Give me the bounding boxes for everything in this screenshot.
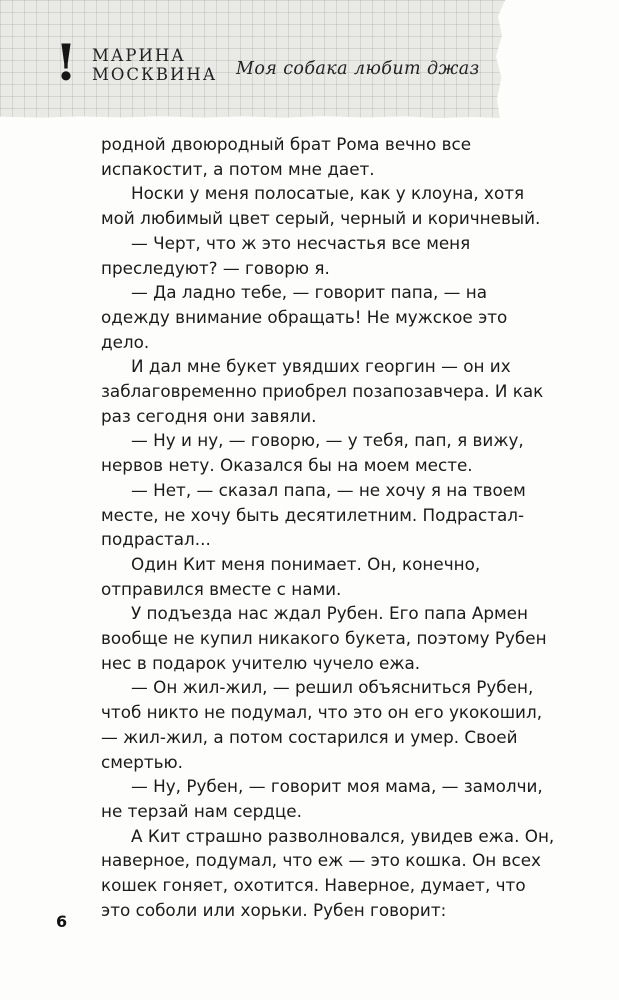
exclamation-mark: ! xyxy=(55,33,77,92)
paragraph: У подъезда нас ждал Рубен. Его папа Армен вообще не купил никакого букета, поэтому Рубен нес в подарок учителю чучело ежа. xyxy=(101,603,547,673)
paragraph: — Ну, Рубен, — говорит моя мама, — замолчи, не терзай нам сердце. xyxy=(101,776,543,821)
paragraph: родной двоюродный брат Рома вечно все испакостит, а потом мне дает. xyxy=(101,134,472,179)
paragraph: А Кит страшно разволновался, увидев ежа. Он, наверное, подумал, что еж — это кошка. Он всех кошек гоняет, охотится. Наверное, думает, что это соболи или хорьки. Рубен говорит: xyxy=(101,825,555,920)
page-text xyxy=(101,132,558,923)
book-title: Моя собака любит джаз xyxy=(236,59,480,79)
paragraph: — Ну и ну, — говорю, — у тебя, пап, я вижу, нервов нету. Оказался бы на моем месте. xyxy=(101,430,524,476)
paragraph: — Да ладно тебе, — говорит папа, — на одежду внимание обращать! Не мужское это дело. xyxy=(101,282,508,352)
paragraph: Носки у меня полосатые, как у клоуна, хотя мой любимый цвет серый, черный и коричневый. xyxy=(101,183,541,229)
paragraph: — Черт, что ж это несчастья все меня преследуют? — говорю я. xyxy=(101,232,471,278)
author-first-name: МАРИНА xyxy=(92,46,186,65)
paragraph: И дал мне букет увядших георгин — он их заблаговременно приобрел позапозавчера. И как раз сегодня они завяли. xyxy=(101,356,544,426)
paragraph: — Нет, — сказал папа, — не хочу я на твоем месте, не хочу быть десятилетним. Подрастал-подрастал... xyxy=(101,479,526,550)
author-name xyxy=(92,46,217,84)
paragraph: Один Кит меня понимает. Он, конечно, отправился вместе с нами. xyxy=(101,553,481,599)
paragraph: — Он жил-жил, — решил объясниться Рубен, чтоб никто не подумал, что это он его укокошил, — жил-жил, а потом состарился и умер. Своей смертью. xyxy=(101,677,543,772)
page-number: 6 xyxy=(56,912,68,931)
author-last-name: МОСКВИНА xyxy=(92,65,218,84)
